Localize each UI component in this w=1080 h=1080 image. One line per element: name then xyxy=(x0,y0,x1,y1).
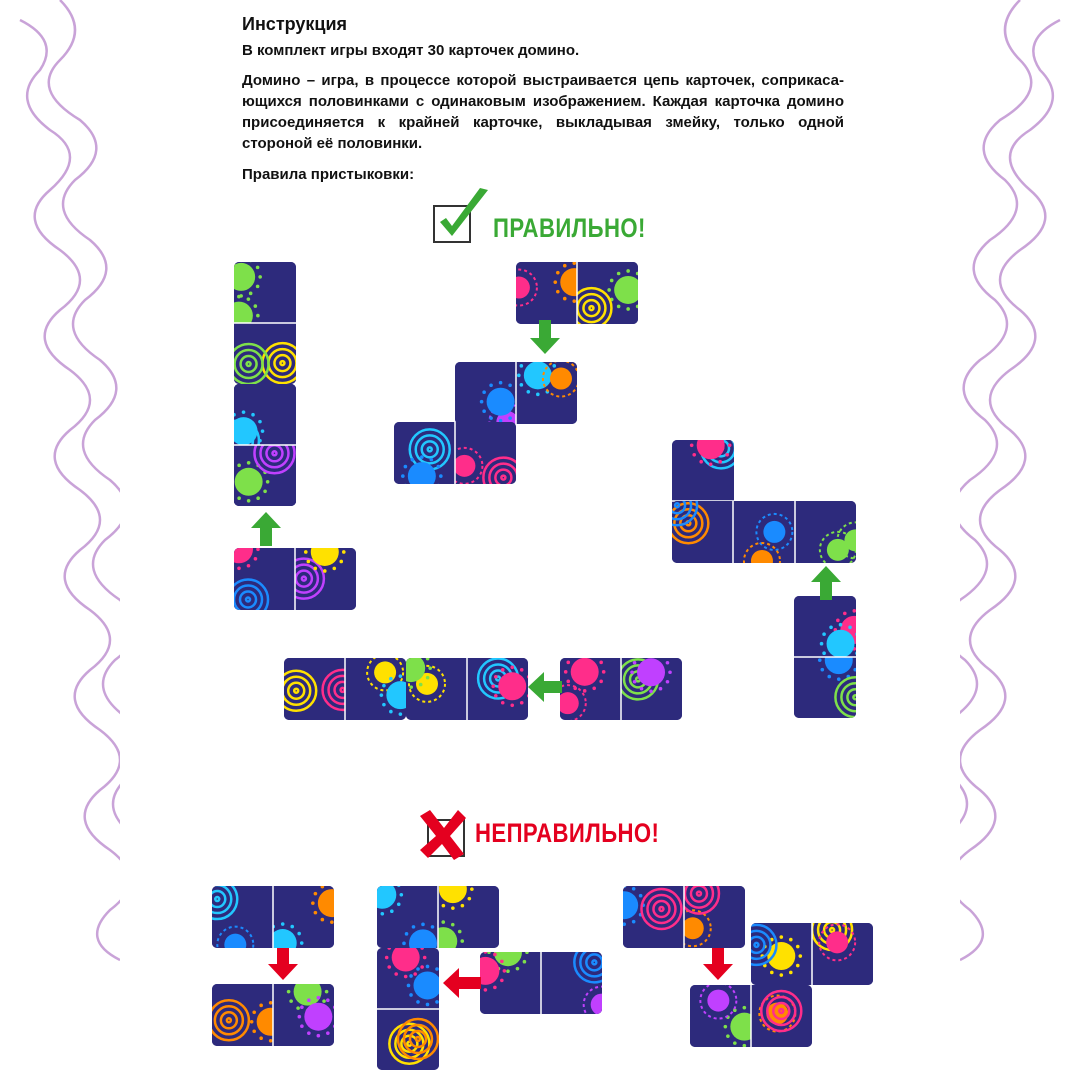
green-arrow-icon xyxy=(528,672,562,702)
domino-card xyxy=(690,985,812,1047)
left-decorative-border xyxy=(0,0,120,1080)
red-arrow-icon xyxy=(268,948,298,980)
red-arrow-icon xyxy=(703,948,733,980)
domino-pattern xyxy=(377,948,439,1070)
domino-card xyxy=(212,886,334,948)
domino-card xyxy=(560,658,682,720)
domino-pattern xyxy=(516,262,638,324)
instructions-paragraph-1: В комплект игры входят 30 карточек домино. xyxy=(242,42,580,59)
green-arrow-icon xyxy=(530,320,560,354)
domino-pattern xyxy=(480,952,602,1014)
domino-card xyxy=(234,548,356,610)
domino-pattern xyxy=(234,548,356,610)
instructions-paragraph-3: Правила пристыковки: xyxy=(242,166,415,183)
domino-card xyxy=(406,658,528,720)
right-decorative-border xyxy=(960,0,1080,1080)
domino-pattern xyxy=(690,985,812,1047)
correct-heading: ПРАВИЛЬНО! xyxy=(493,213,646,243)
incorrect-heading: НЕПРАВИЛЬНО! xyxy=(475,818,660,848)
domino-pattern xyxy=(394,422,516,484)
domino-card xyxy=(377,948,439,1070)
domino-card xyxy=(394,422,516,484)
border-pattern xyxy=(960,0,1080,1080)
red-arrow-icon xyxy=(443,968,481,998)
domino-pattern xyxy=(560,658,682,720)
domino-card xyxy=(794,596,856,718)
instructions-paragraph-2: Домино – игра, в процессе которой выстраивается цепь карточек, соприкаса-ющихся половинками с одинаковым изображением. Каждая карточка домино присоединяется к крайней карточке, выкладывая змейку, только одной стороной её половинки. xyxy=(242,72,844,152)
domino-card xyxy=(623,886,745,948)
domino-pattern xyxy=(234,262,296,384)
domino-card xyxy=(284,658,406,720)
domino-pattern xyxy=(377,886,499,948)
domino-card xyxy=(212,984,334,1046)
green-arrow-icon xyxy=(251,512,281,546)
domino-card xyxy=(480,952,602,1014)
domino-card xyxy=(234,262,296,384)
domino-card xyxy=(751,923,873,985)
domino-pattern xyxy=(623,886,745,948)
instructions-block xyxy=(242,14,844,197)
domino-pattern xyxy=(734,501,856,563)
domino-pattern xyxy=(212,984,334,1046)
checkmark-icon xyxy=(432,186,492,246)
domino-pattern xyxy=(751,923,873,985)
domino-pattern xyxy=(284,658,406,720)
domino-pattern xyxy=(212,886,334,948)
domino-card xyxy=(516,262,638,324)
cross-icon xyxy=(416,808,468,860)
domino-pattern xyxy=(406,658,528,720)
domino-pattern xyxy=(794,596,856,718)
domino-pattern xyxy=(234,384,296,506)
green-arrow-icon xyxy=(811,566,841,600)
domino-pattern xyxy=(455,362,577,424)
domino-card xyxy=(455,362,577,424)
domino-card xyxy=(377,886,499,948)
instructions-title: Инструкция xyxy=(242,14,348,34)
border-pattern xyxy=(0,0,120,1080)
domino-card xyxy=(234,384,296,506)
domino-card xyxy=(734,501,856,563)
